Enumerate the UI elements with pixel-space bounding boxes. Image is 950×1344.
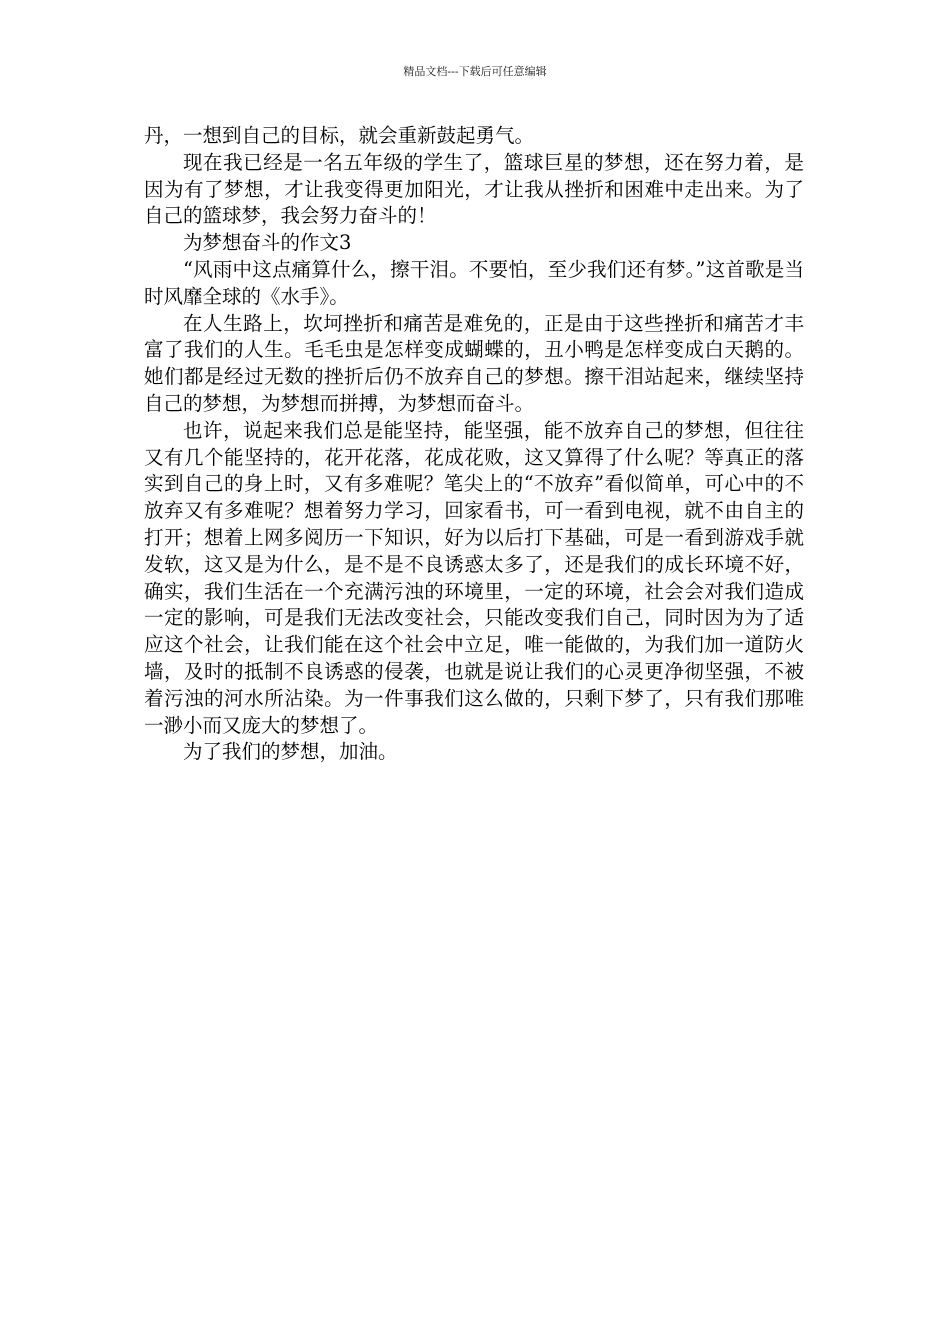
- essay-heading: 为梦想奋斗的作文3: [183, 231, 352, 255]
- paragraph: 为了我们的梦想，加油。: [183, 740, 398, 764]
- paragraph: 也许，说起来我们总是能坚持，能坚强，能不放弃自己的梦想，但往往又有几个能坚持的，花开花落，花成花败，这又算得了什么呢？等真正的落实到自己的身上时，又有多难呢？笔尖上的“不放弃”看似简单，可心中的不放弃又有多难呢？想着努力学习，回家看书，可一看到电视，就不由自主的打开；想着上网多阅历一下知识，好为以后打下基础，可是一看到游戏手就发软，这又是为什么，是不是不良诱惑太多了，还是我们的成长环境不好，确实，我们生活在一个充满污浊的环境里，一定的环境，社会会对我们造成一定的影响，可是我们无法改变社会，只能改变我们自己，同时因为为了适应这个社会，让我们能在这个社会中立足，唯一能做的，为我们加一道防火墙，及时的抵制不良诱惑的侵袭，也就是说让我们的心灵更净彻坚强，不被着污浊的河水所沾染。为一件事我们这么做的，只剩下梦了，只有我们那唯一渺小而又庞大的梦想了。: [144, 418, 804, 737]
- paragraph: “风雨中这点痛算什么，擦干泪。不要怕，至少我们还有梦。”这首歌是当时风靡全球的《水手》。: [144, 257, 804, 308]
- paragraph-continuation: 丹，一想到自己的目标，就会重新鼓起勇气。: [144, 124, 535, 147]
- paragraph: 在人生路上，坎坷挫折和痛苦是难免的，正是由于这些挫折和痛苦才丰富了我们的人生。毛毛虫是怎样变成蝴蝶的，丑小鸭是怎样变成白天鹅的。她们都是经过无数的挫折后仍不放弃自己的梦想。擦干泪站起来，继续坚持自己的梦想，为梦想而拼搏，为梦想而奋斗。: [144, 311, 804, 415]
- page-header: 精品文档---下载后可任意编辑: [403, 65, 547, 78]
- paragraph: 现在我已经是一名五年级的学生了，篮球巨星的梦想，还在努力着，是因为有了梦想，才让我变得更加阳光，才让我从挫折和困难中走出来。为了自己的篮球梦，我会努力奋斗的！: [144, 150, 804, 228]
- article-body: [144, 123, 804, 766]
